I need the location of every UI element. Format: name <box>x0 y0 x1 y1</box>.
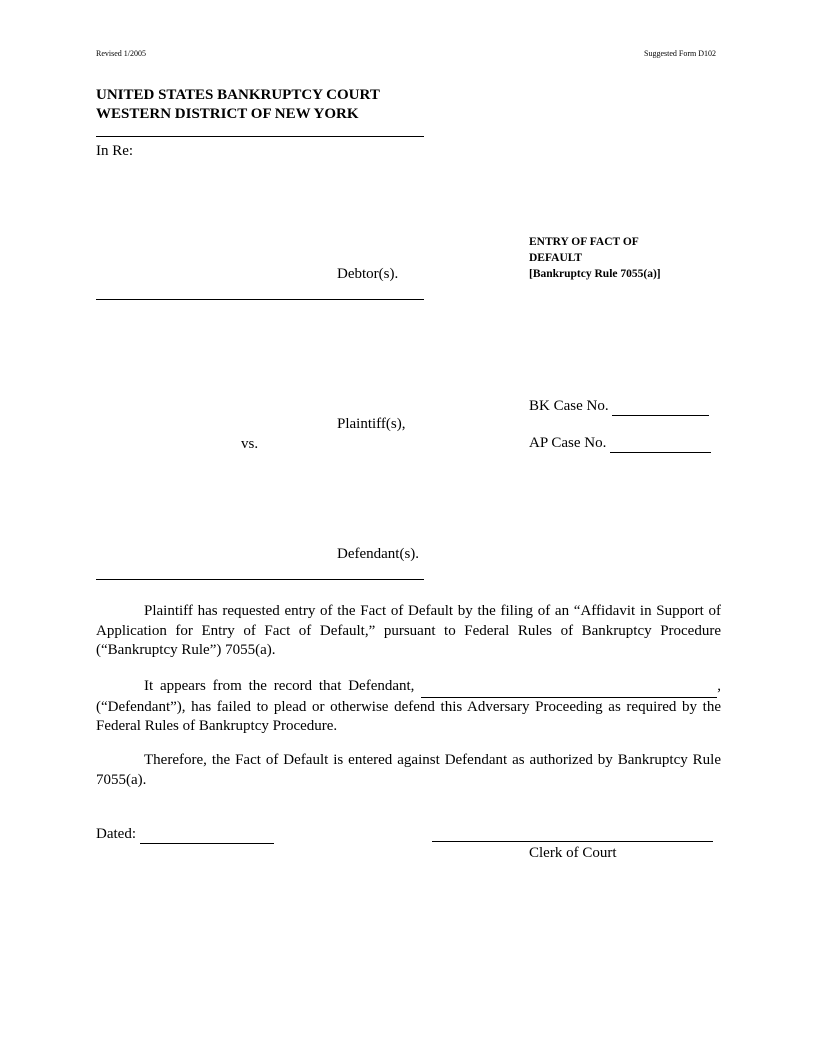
defendant-name-field[interactable] <box>421 677 717 698</box>
document-title-line1: ENTRY OF FACT OF <box>529 236 639 248</box>
ap-case-label: AP Case No. <box>529 435 607 451</box>
caption-divider-bottom <box>96 579 424 580</box>
defendant-label: Defendant(s). <box>337 546 420 562</box>
dated-line <box>96 826 274 844</box>
dated-label: Dated: <box>96 826 136 842</box>
ap-case-number <box>529 435 711 453</box>
rule-reference: [Bankruptcy Rule 7055(a)] <box>529 268 661 280</box>
in-re-label: In Re: <box>96 143 134 159</box>
clerk-label: Clerk of Court <box>529 845 617 861</box>
paragraph-record-start: It appears from the record that Defendant, <box>144 678 415 694</box>
court-name-line2: WESTERN DISTRICT OF NEW YORK <box>96 106 359 122</box>
form-id: Suggested Form D102 <box>644 49 716 58</box>
caption-divider-top <box>96 136 424 137</box>
revision-date: Revised 1/2005 <box>96 49 146 58</box>
plaintiff-label: Plaintiff(s), <box>337 416 406 432</box>
bk-case-number-field[interactable] <box>612 398 709 416</box>
paragraph-request-text: Plaintiff has requested entry of the Fact of Default by the filing of an “Affidavit in Support of Application for Entry of Fact of Default,” pursuant to Federal Rules of Bankruptcy Procedure (“Bankruptcy Rule”) 7055(a). <box>96 603 721 658</box>
document-title-line2: DEFAULT <box>529 252 583 264</box>
document-title <box>529 234 661 282</box>
paragraph-record-rest: (“Defendant”), has failed to plead or otherwise defend this Adversary Proceeding as required by the Federal Rules of Bankruptcy Procedure. <box>96 698 721 734</box>
court-name <box>96 86 380 124</box>
paragraph-entry-text: Therefore, the Fact of Default is entered against Defendant as authorized by Bankruptcy Rule 7055(a). <box>96 752 721 788</box>
bk-case-number <box>529 398 709 416</box>
vs-label: vs. <box>241 436 259 452</box>
debtor-label: Debtor(s). <box>337 266 399 282</box>
court-name-line1: UNITED STATES BANKRUPTCY COURT <box>96 87 380 103</box>
paragraph-entry <box>96 751 721 790</box>
paragraph-request <box>96 602 721 661</box>
date-field[interactable] <box>140 826 274 844</box>
paragraph-record <box>96 677 721 737</box>
bk-case-label: BK Case No. <box>529 398 609 414</box>
clerk-signature-line[interactable] <box>432 841 713 842</box>
ap-case-number-field[interactable] <box>610 435 711 453</box>
caption-divider-debtor <box>96 299 424 300</box>
paragraph-record-comma: , <box>717 678 722 694</box>
